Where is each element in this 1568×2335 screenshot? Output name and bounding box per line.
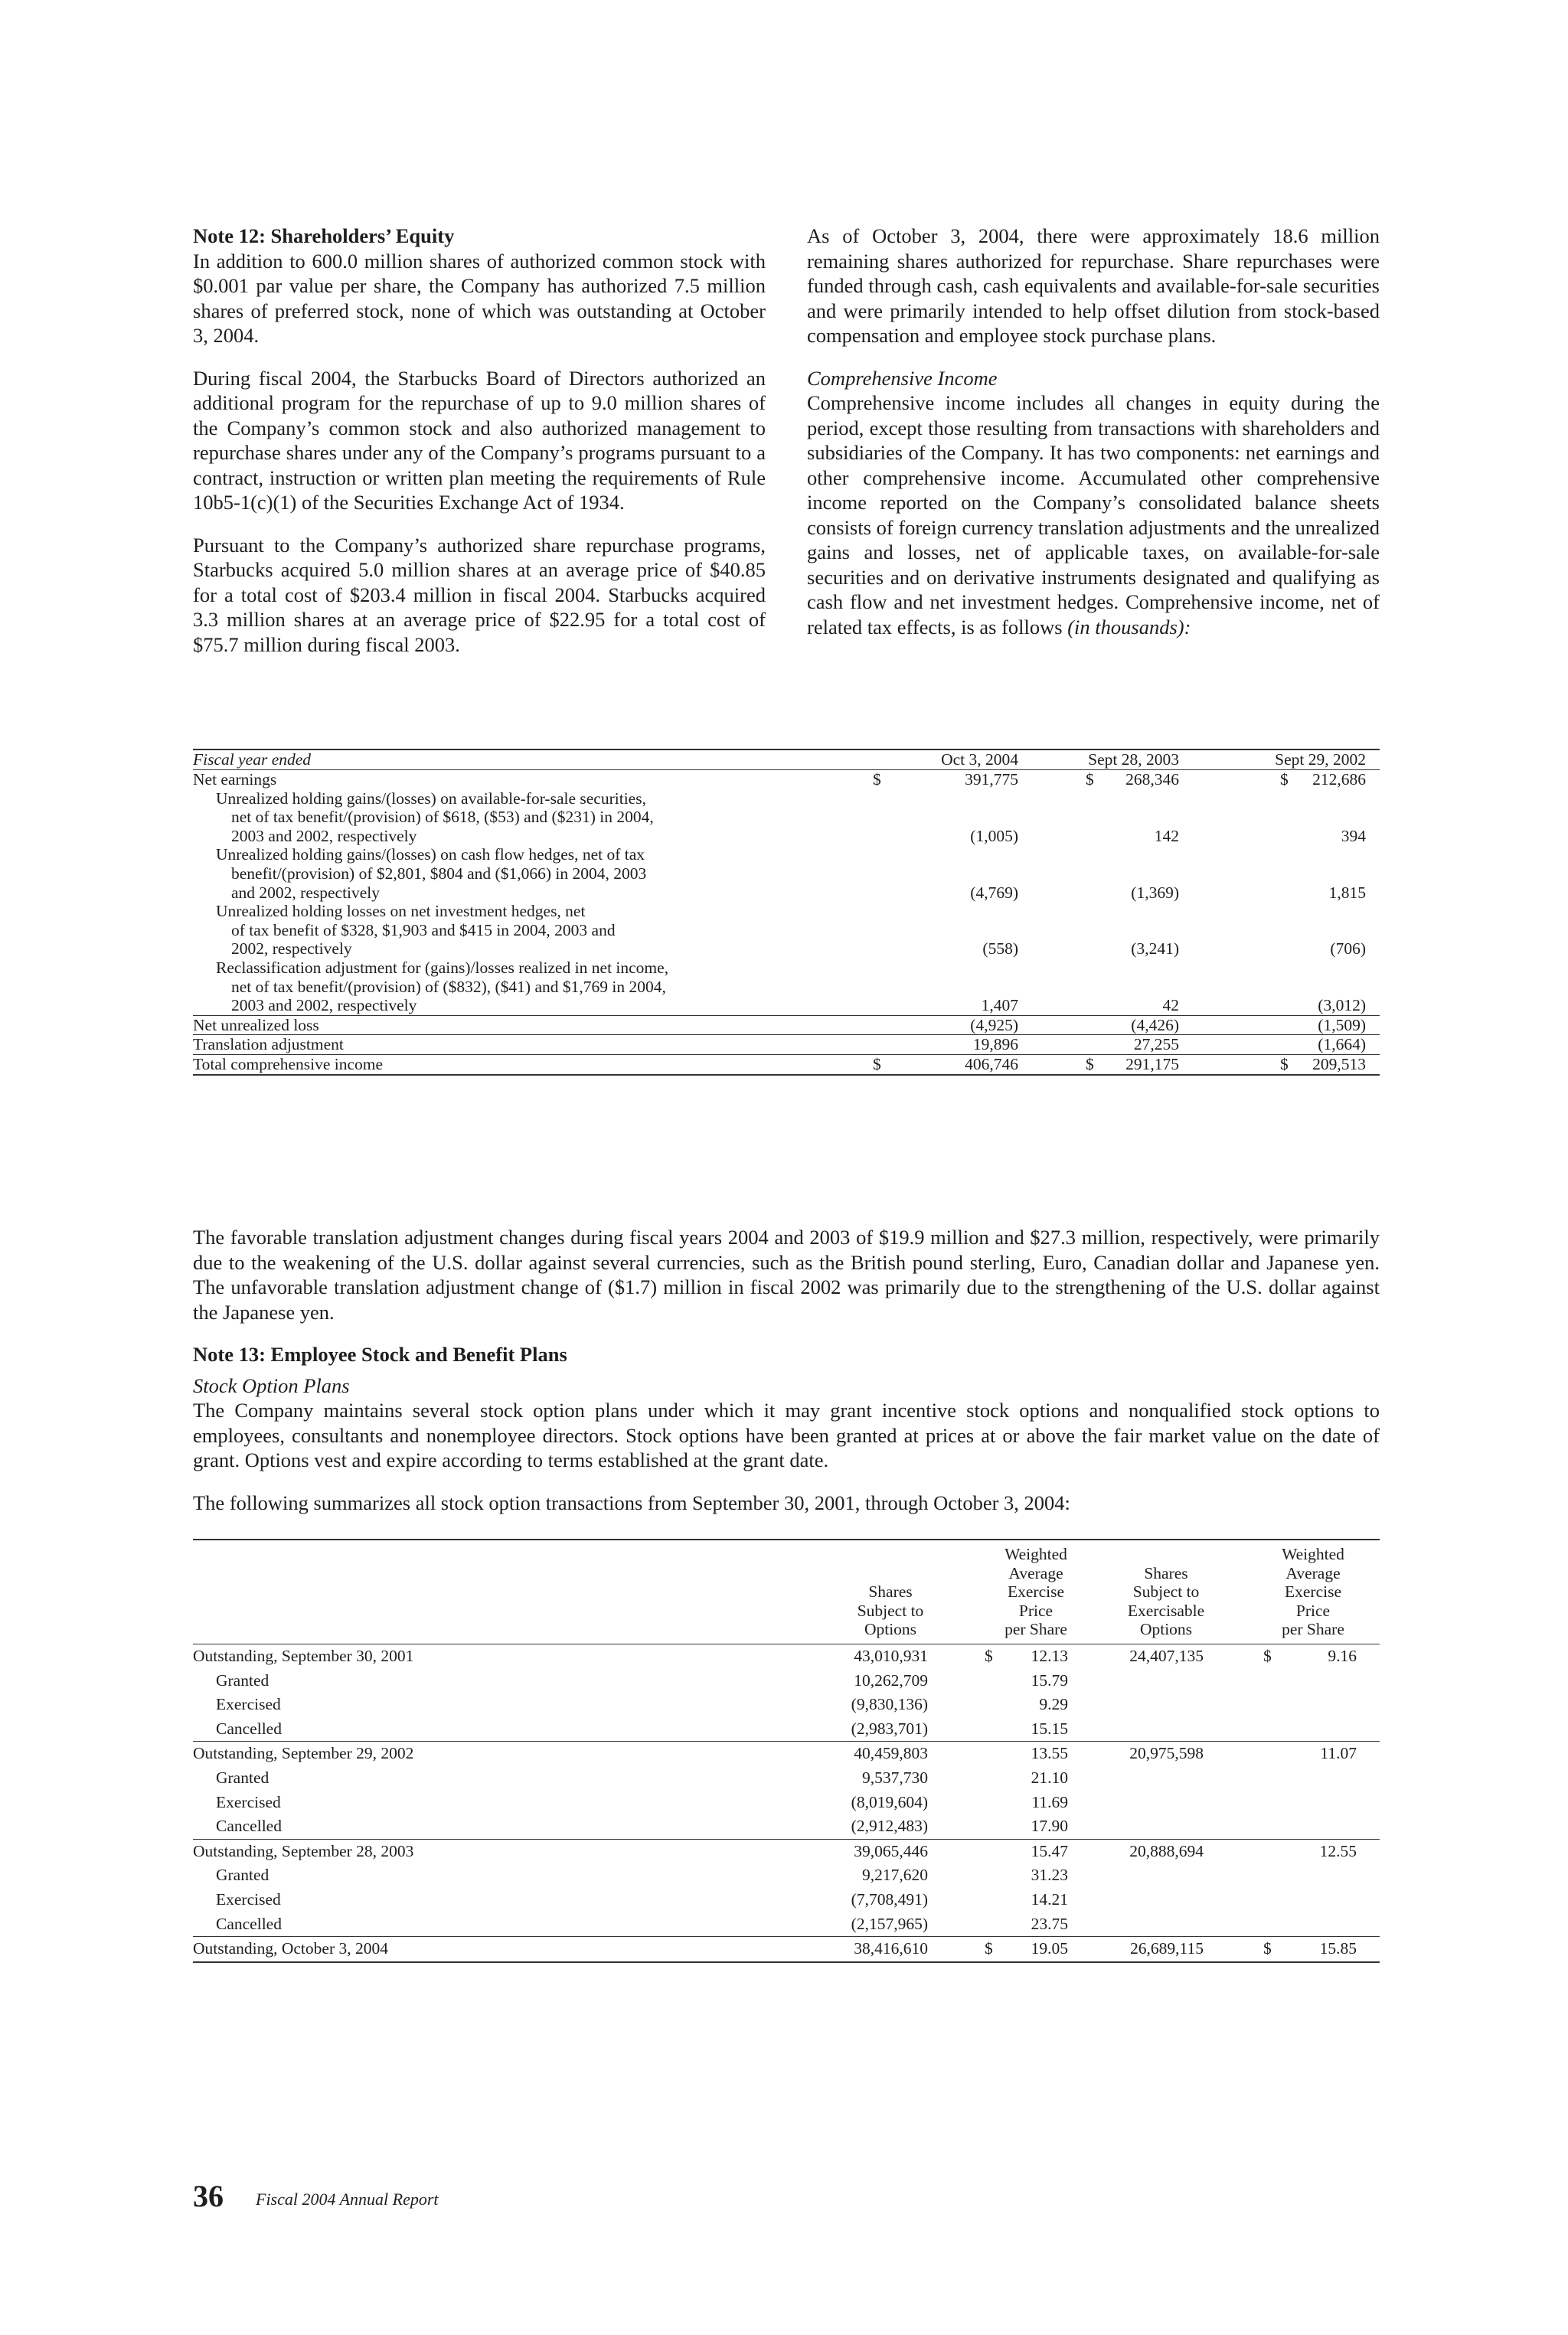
paragraph: As of October 3, 2004, there were approximately 18.6 million remaining shares authorized for repurchase. Share repurchases were funded through cash, cash equivalents and available-for-sale securities and were primarily intended to help offset dilution from stock-based compensation and employee stock purchase plans.	[807, 224, 1380, 347]
table-row: Cancelled (2,983,701) 15.15	[216, 1719, 1068, 1738]
table-header	[193, 1540, 1380, 1644]
table-row: Granted 9,537,730 21.10	[216, 1768, 1068, 1787]
table-row: net of tax benefit/(provision) of ($832), ($41) and $1,769 in 2004,	[231, 977, 666, 996]
stock-option-plans-heading: Stock Option Plans	[193, 1373, 350, 1397]
note13-heading: Note 13: Employee Stock and Benefit Plans	[193, 1343, 567, 1366]
table-row: benefit/(provision) of $2,801, $804 and ($1,066) in 2004, 2003	[231, 864, 647, 883]
table-row: Exercised (9,830,136) 9.29	[216, 1695, 1068, 1714]
paragraph: Pursuant to the Company’s authorized share repurchase programs, Starbucks acquired 5.0 million shares at an average price of $40.85 for a total cost of $203.4 million in fiscal 2004. Starbucks acquired 3.3 million shares at an average price of $22.95 for a total cost of $75.7 million during fiscal 2003.	[193, 533, 766, 656]
header-shares: Shares Subject to Options	[857, 1582, 924, 1639]
table-row: Outstanding, October 3, 2004 38,416,610 $ 19.05 26,689,115 $ 15.85	[193, 1936, 1380, 1963]
table-row: and 2002, respectively (4,769) (1,369) 1,815	[231, 883, 1366, 902]
table-row: Outstanding, September 29, 2002 40,459,803 13.55 20,975,598 11.07	[193, 1741, 1380, 1766]
table-row: Cancelled (2,912,483) 17.90	[216, 1817, 1068, 1836]
table-row: Unrealized holding losses on net investment hedges, net	[216, 902, 586, 921]
table-row: Exercised (7,708,491) 14.21	[216, 1889, 1068, 1909]
table-body	[193, 1644, 1380, 1963]
table-row: Granted 10,262,709 15.79	[216, 1670, 1068, 1690]
header-exercisable-shares: Shares Subject to Exercisable Options	[1127, 1563, 1205, 1639]
header-weighted-avg-exercise-price: Weighted Average Exercise Price per Share	[1282, 1545, 1344, 1639]
paragraph: Comprehensive income includes all changes in equity during the period, except those resulting from transactions with shareholders and subsidiaries of the Company. It has two components: net earnings and other comprehensive income. Accumulated other comprehensive income reported on the Company’s consolidated balance sheets consists of foreign currency translation adjustments and the unrealized gains and losses, net of applicable taxes, on available-for-sale securities and on derivative instruments designated and qualifying as cash flow and net investment hedges. Comprehensive income, net of related tax effects, is as follows (in thousands):	[807, 391, 1380, 638]
paragraph: The Company maintains several stock option plans under which it may grant incentive stock options and nonqualified stock options to employees, consultants and nonemployee directors. Stock options have been granted at prices at or above the fair market value on the date of grant. Options vest and expire according to terms established at the grant date.	[193, 1399, 1380, 1471]
table-header: Fiscal year ended Oct 3, 2004 Sept 28, 2003 Sept 29, 2002	[193, 749, 1380, 770]
table-row: Outstanding, September 28, 2003 39,065,446 15.47 20,888,694 12.55	[193, 1839, 1380, 1864]
table-row: 2002, respectively (558) (3,241) (706)	[231, 939, 1366, 958]
table-row: 2003 and 2002, respectively (1,005) 142 394	[231, 826, 1366, 845]
table-row: Unrealized holding gains/(losses) on available-for-sale securities,	[216, 789, 646, 808]
paragraph: The following summarizes all stock option transactions from September 30, 2001, through October 3, 2004:	[193, 1491, 1070, 1514]
report-name: Fiscal 2004 Annual Report	[256, 2190, 439, 2209]
paragraph: In addition to 600.0 million shares of authorized common stock with $0.001 par value per share, the Company has authorized 7.5 million shares of preferred stock, none of which was outstanding at October 3, 2004.	[193, 249, 766, 347]
header-weighted-avg-price: Weighted Average Exercise Price per Share	[1004, 1545, 1067, 1639]
paragraph: The favorable translation adjustment changes during fiscal years 2004 and 2003 of $19.9 million and $27.3 million, respectively, were primarily due to the weakening of the U.S. dollar against several currencies, such as the British pound sterling, Euro, Canadian dollar and Japanese yen. The unfavorable translation adjustment change of ($1.7) million in fiscal 2002 was primarily due to the strengthening of the U.S. dollar against the Japanese yen.	[193, 1226, 1380, 1324]
stock-option-table	[193, 1539, 1380, 1963]
table-row: Net unrealized loss (4,925) (4,426) (1,509)	[193, 1015, 1380, 1035]
table-row: Total comprehensive income $ 406,746 $ 291,175 $ 209,513	[193, 1054, 1380, 1076]
body-text	[193, 1225, 1380, 1515]
table-row: net of tax benefit/(provision) of $618, ($53) and ($231) in 2004,	[231, 808, 654, 827]
table-row: Translation adjustment 19,896 27,255 (1,664)	[193, 1034, 1380, 1054]
table-row: Exercised (8,019,604) 11.69	[216, 1792, 1068, 1811]
table-row: Unrealized holding gains/(losses) on cash flow hedges, net of tax	[216, 845, 645, 864]
table-row: Reclassification adjustment for (gains)/losses realized in net income,	[216, 958, 669, 977]
table-row: Outstanding, September 30, 2001 43,010,931 $ 12.13 24,407,135 $ 9.16	[193, 1647, 1357, 1665]
left-column	[193, 224, 766, 657]
table-row: 2003 and 2002, respectively 1,407 42 (3,012)	[231, 996, 1366, 1015]
paragraph: During fiscal 2004, the Starbucks Board of Directors authorized an additional program for the repurchase of up to 9.0 million shares of the Company’s common stock and also authorized management to repurchase shares under any of the Company’s programs pursuant to a contract, instruction or written plan meeting the requirements of Rule 10b5-1(c)(1) of the Securities Exchange Act of 1934.	[193, 366, 766, 514]
comprehensive-income-heading: Comprehensive Income	[807, 366, 998, 390]
comprehensive-income-table	[193, 749, 1380, 1076]
table-row: Cancelled (2,157,965) 23.75	[216, 1914, 1068, 1933]
table-row: of tax benefit of $328, $1,903 and $415 in 2004, 2003 and	[231, 920, 616, 939]
table-row: Net earnings $ 391,775 $ 268,346 $ 212,686	[193, 770, 1366, 789]
note12-heading: Note 12: Shareholders’ Equity	[193, 224, 455, 247]
table-row: Granted 9,217,620 31.23	[216, 1866, 1068, 1885]
right-column	[807, 224, 1380, 639]
units-note: (in thousands):	[1067, 615, 1191, 638]
page-number: 36	[193, 2179, 224, 2213]
